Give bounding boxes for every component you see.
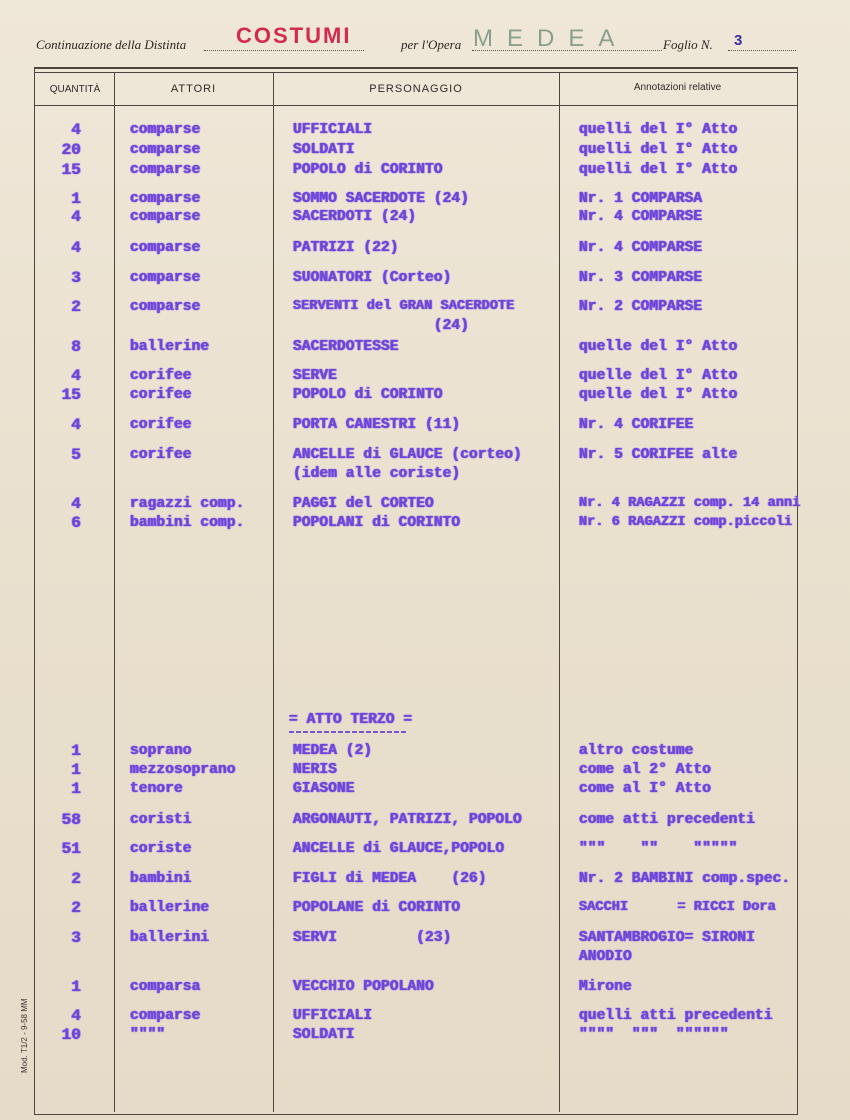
actors-cell: corifee — [130, 447, 192, 463]
character-cell: GIASONE — [293, 781, 355, 797]
character-cell: POPOLO di CORINTO — [293, 387, 443, 403]
quantity-cell: 4 — [71, 208, 81, 226]
column-header-quantity: QUANTITÀ — [49, 84, 101, 95]
quantity-cell: 3 — [71, 929, 81, 947]
character-cell: PAGGI del CORTEO — [293, 496, 434, 512]
notes-cell: quelle del I° Atto — [579, 387, 738, 403]
actors-cell: comparse — [130, 142, 201, 158]
col-divider-3 — [559, 72, 560, 1112]
actors-cell: comparse — [130, 240, 201, 256]
notes-cell: """" """ """""" — [579, 1027, 729, 1043]
character-cell: POPOLANI di CORINTO — [293, 515, 461, 531]
character-cell: PATRIZI (22) — [293, 240, 399, 256]
category-line — [204, 50, 364, 51]
quantity-cell: 5 — [71, 446, 81, 464]
sheet-number: 3 — [734, 32, 743, 49]
notes-cell: quelli atti precedenti — [579, 1008, 773, 1024]
notes-cell: Nr. 3 COMPARSE — [579, 270, 703, 286]
quantity-cell: 4 — [71, 239, 81, 257]
actors-cell: corifee — [130, 368, 192, 384]
actors-cell: coristi — [130, 812, 192, 828]
character-cell: UFFICIALI — [293, 1008, 373, 1024]
actors-cell: soprano — [130, 743, 192, 759]
character-cell: FIGLI di MEDEA (26) — [293, 871, 487, 887]
character-cell: MEDEA (2) — [293, 743, 373, 759]
header-separator — [34, 105, 798, 106]
quantity-cell: 8 — [71, 338, 81, 356]
character-cell: ARGONAUTI, PATRIZI, POPOLO — [293, 812, 522, 828]
actors-cell: comparsa — [130, 979, 201, 995]
character-cell: SOLDATI — [293, 1027, 355, 1043]
character-cell: ANCELLE di GLAUCE (corteo) — [293, 447, 522, 463]
continuation-label: Continuazione della Distinta — [36, 37, 187, 52]
notes-cell: quelli del I° Atto — [579, 142, 738, 158]
act-three-heading: = ATTO TERZO = — [289, 712, 413, 728]
character-cell: ANCELLE di GLAUCE,POPOLO — [293, 841, 505, 857]
sheet-label: Foglio N. — [663, 37, 713, 52]
quantity-cell: 1 — [71, 742, 81, 760]
notes-cell: Mirone — [579, 979, 632, 995]
quantity-cell: 1 — [71, 190, 81, 208]
quantity-cell: 58 — [61, 811, 81, 829]
character-cell-continuation: (24) — [293, 318, 470, 334]
quantity-cell: 2 — [71, 870, 81, 888]
column-header-notes: Annotazioni relative — [633, 82, 722, 93]
opera-label: per l'Opera — [401, 37, 462, 52]
notes-cell: quelli del I° Atto — [579, 122, 738, 138]
quantity-cell: 15 — [61, 161, 81, 179]
character-cell: PORTA CANESTRI (11) — [293, 417, 461, 433]
quantity-cell: 51 — [61, 840, 81, 858]
notes-cell: quelle del I° Atto — [579, 368, 738, 384]
actors-cell: comparse — [130, 122, 201, 138]
actors-cell: comparse — [130, 270, 201, 286]
actors-cell: ballerine — [130, 339, 210, 355]
notes-cell: Nr. 4 COMPARSE — [579, 240, 703, 256]
actors-cell: comparse — [130, 191, 201, 207]
actors-cell: coriste — [130, 841, 192, 857]
opera-name-stamp: MEDEA — [473, 25, 629, 52]
character-cell-continuation: (idem alle coriste) — [293, 466, 461, 482]
character-cell: SERVE — [293, 368, 338, 384]
character-cell: SOLDATI — [293, 142, 355, 158]
quantity-cell: 4 — [71, 416, 81, 434]
character-cell: SERVENTI del GRAN SACERDOTE — [293, 299, 515, 314]
col-divider-2 — [273, 72, 274, 1112]
character-cell: UFFICIALI — [293, 122, 373, 138]
actors-cell: comparse — [130, 299, 201, 315]
notes-cell: come al 2° Atto — [579, 762, 712, 778]
notes-cell-continuation: ANODIO — [579, 949, 632, 965]
notes-cell: SANTAMBROGIO= SIRONI — [579, 930, 756, 946]
actors-cell: comparse — [130, 1008, 201, 1024]
notes-cell: Nr. 5 CORIFEE alte — [579, 447, 738, 463]
actors-cell: mezzosoprano — [130, 762, 236, 778]
quantity-cell: 2 — [71, 899, 81, 917]
column-header-character: PERSONAGGIO — [369, 83, 463, 95]
quantity-cell: 4 — [71, 495, 81, 513]
notes-cell: Nr. 4 COMPARSE — [579, 209, 703, 225]
actors-cell: ballerini — [130, 930, 210, 946]
notes-cell: Nr. 4 RAGAZZI comp. 14 anni — [579, 496, 801, 511]
actors-cell: """" — [130, 1027, 166, 1043]
character-cell: NERIS — [293, 762, 338, 778]
actors-cell: bambini comp. — [130, 515, 245, 531]
sheet-line — [728, 50, 796, 51]
character-cell: SERVI (23) — [293, 930, 452, 946]
act-three-underline — [289, 731, 407, 733]
actors-cell: comparse — [130, 209, 201, 225]
notes-cell: Nr. 4 CORIFEE — [579, 417, 694, 433]
quantity-cell: 4 — [71, 1007, 81, 1025]
character-cell: POPOLO di CORINTO — [293, 162, 443, 178]
character-cell: SACERDOTI (24) — [293, 209, 417, 225]
category-stamp: COSTUMI — [236, 23, 352, 48]
notes-cell: come al I° Atto — [579, 781, 712, 797]
notes-cell: Nr. 6 RAGAZZI comp.piccoli — [579, 515, 793, 530]
notes-cell: quelle del I° Atto — [579, 339, 738, 355]
notes-cell: altro costume — [579, 743, 694, 759]
quantity-cell: 4 — [71, 367, 81, 385]
quantity-cell: 20 — [61, 141, 81, 159]
quantity-cell: 3 — [71, 269, 81, 287]
character-cell: SUONATORI (Corteo) — [293, 270, 452, 286]
character-cell: POPOLANE di CORINTO — [293, 900, 461, 916]
character-cell: VECCHIO POPOLANO — [293, 979, 434, 995]
notes-cell: Nr. 2 COMPARSE — [579, 299, 703, 315]
quantity-cell: 15 — [61, 386, 81, 404]
col-divider-1 — [114, 72, 115, 1112]
quantity-cell: 2 — [71, 298, 81, 316]
notes-cell: """ "" """"" — [579, 841, 738, 857]
notes-cell: Nr. 1 COMPARSA — [579, 191, 703, 207]
notes-cell: quelli del I° Atto — [579, 162, 738, 178]
quantity-cell: 10 — [61, 1026, 81, 1044]
actors-cell: corifee — [130, 417, 192, 433]
notes-cell: come atti precedenti — [579, 812, 756, 828]
column-header-actors: ATTORI — [170, 83, 217, 95]
actors-cell: tenore — [130, 781, 183, 797]
quantity-cell: 1 — [71, 761, 81, 779]
notes-cell: Nr. 2 BAMBINI comp.spec. — [579, 871, 791, 887]
character-cell: SOMMO SACERDOTE (24) — [293, 191, 470, 207]
actors-cell: ballerine — [130, 900, 210, 916]
actors-cell: ragazzi comp. — [130, 496, 245, 512]
actors-cell: bambini — [130, 871, 192, 887]
quantity-cell: 4 — [71, 121, 81, 139]
table-top-rule — [34, 72, 798, 73]
character-cell: SACERDOTESSE — [293, 339, 399, 355]
quantity-cell: 1 — [71, 978, 81, 996]
quantity-cell: 6 — [71, 514, 81, 532]
quantity-cell: 1 — [71, 780, 81, 798]
form-code: Mod. T1/2 - 9-58 MM — [20, 998, 29, 1073]
actors-cell: corifee — [130, 387, 192, 403]
actors-cell: comparse — [130, 162, 201, 178]
notes-cell: SACCHI = RICCI Dora — [579, 900, 776, 915]
